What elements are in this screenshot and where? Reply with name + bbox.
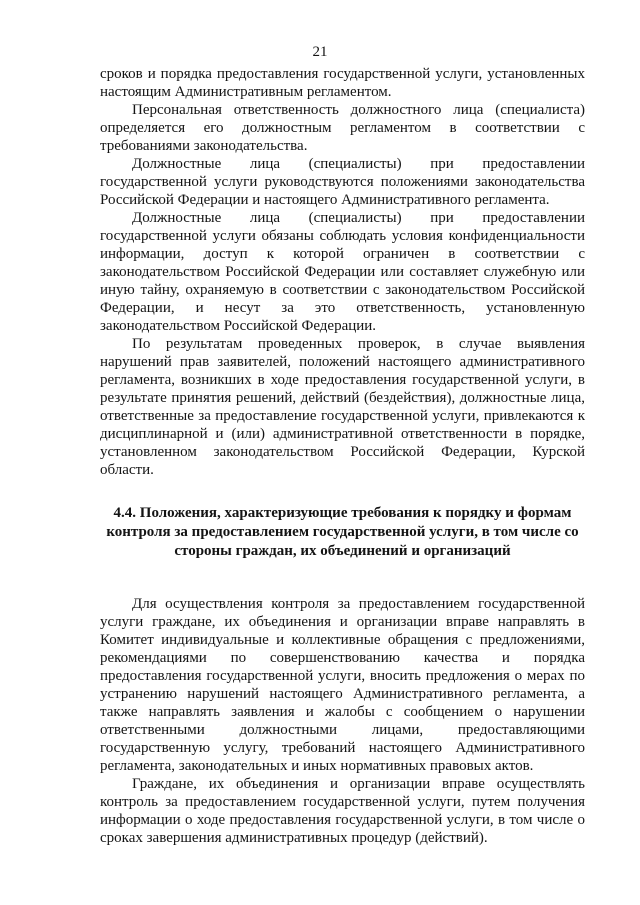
section-heading-4-4: 4.4. Положения, характеризующие требования к порядку и формам контроля за предоставлением государственной услуги, в том числе со стороны граждан, их объединений и организаций [106, 505, 579, 559]
page-number: 21 [312, 44, 328, 60]
paragraph-confidentiality: Должностные лица (специалисты) при предоставлении государственной услуги обязаны соблюдать условия конфиденциальности информации, доступ к которой ограничен в соответствии с законодательством Российской Федерации или составляет служебную или иную тайну, охраняемую в соответствии с законодательством Российской Федерации, и несут за это ответственность, установленную законодательством Российской Федерации. [100, 210, 585, 334]
paragraph-officials-guidance: Должностные лица (специалисты) при предоставлении государственной услуги руководствуются положениями законодательства Российской Федерации и настоящего Административного регламента. [100, 156, 585, 208]
paragraph-continuation: сроков и порядка предоставления государственной услуги, установленных настоящим Административным регламентом. [100, 66, 585, 100]
paragraph-citizen-control: Для осуществления контроля за предоставлением государственной услуги граждане, их объединения и организации вправе направлять в Комитет индивидуальные и коллективные обращения с предложениями, рекомендациями по совершенствованию качества и порядка предоставления государственной услуги, вносить предложения о мерах по устранению нарушений настоящего Административного регламента, а также направлять заявления и жалобы с сообщением о нарушении ответственными должностными лицами, предоставляющими государственную услугу, требований настоящего Административного регламента, законодательных и иных нормативных правовых актов. [100, 596, 585, 774]
paragraph-inspection-results: По результатам проведенных проверок, в случае выявления нарушений прав заявителей, положений настоящего административного регламента, возникших в ходе предоставления государственной услуги, в результате принятия решений, действий (бездействия), должностные лица, ответственные за предоставление государственной услуги, привлекаются к дисциплинарной и (или) административной ответственности в порядке, установленном законодательством Российской Федерации, Курской области. [100, 336, 585, 478]
paragraph-personal-responsibility: Персональная ответственность должностного лица (специалиста) определяется его должностным регламентом в соответствии с требованиями законодательства. [100, 102, 585, 154]
paragraph-citizen-information: Граждане, их объединения и организации вправе осуществлять контроль за предоставлением государственной услуги, путем получения информации о ходе предоставления государственной услуги, в том числе о сроках завершения административных процедур (действий). [100, 776, 585, 846]
document-body [100, 65, 585, 847]
